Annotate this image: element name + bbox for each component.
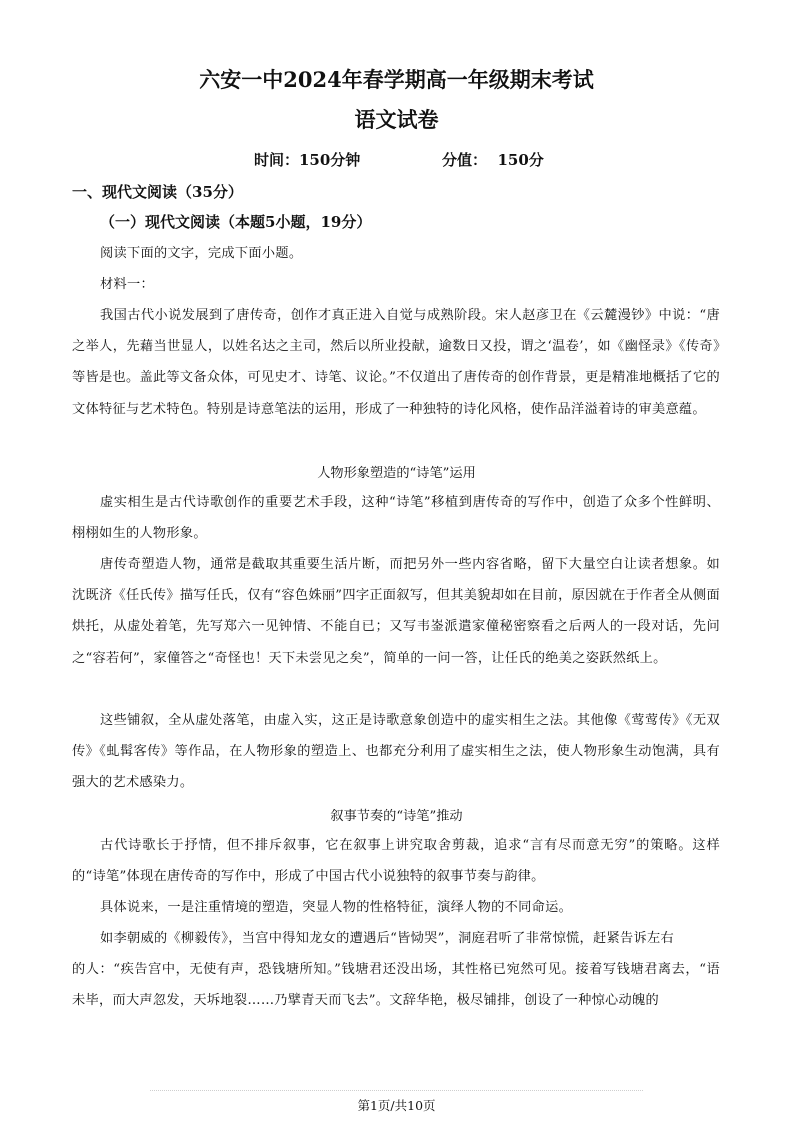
paragraph-1: 我国古代小说发展到了唐传奇，创作才真正进入自觉与成熟阶段。宋人赵彦卫在《云麓漫钞》中说：“唐之举人，先藉当世显人，以姓名达之主司，然后以所业投献，逾数日又投，谓之‘温卷’，如《幽怪录》《传奇》等皆是也。盖此等文备众体，可见史才、诗笔、议论。”不仅道出了唐传奇的创作背景，更是精准地概括了它的文体特征与艺术特色。特别是诗意笔法的运用，形成了一种独特的诗化风格，使作品洋溢着诗的审美意蕴。 bbox=[72, 308, 720, 417]
paragraph-7-line-1: 如李朝威的《柳毅传》，当宫中得知龙女的遭遇后“皆恸哭”，洞庭君听了非常惊慌，赶紧告诉左右 bbox=[100, 931, 674, 946]
subheading-narrative: 叙事节奏的“诗笔”推动 bbox=[330, 809, 463, 824]
paragraph-5: 古代诗歌长于抒情，但不排斥叙事，它在叙事上讲究取舍剪裁，追求“言有尽而意无穷”的策略。这样的“诗笔”体现在唐传奇的写作中，形成了中国古代小说独特的叙事节奏与韵律。 bbox=[72, 838, 720, 885]
paragraph-2: 虚实相生是古代诗歌创作的重要艺术手段，这种“诗笔”移植到唐传奇的写作中，创造了众多个性鲜明、栩栩如生的人物形象。 bbox=[72, 495, 720, 542]
page-title: 六安一中2024年春学期高一年级期末考试 bbox=[199, 67, 594, 92]
paragraph-3: 唐传奇塑造人物，通常是截取其重要生活片断，而把另外一些内容省略，留下大量空白让读者想象。如沈既济《任氏传》描写任氏，仅有“容色姝丽”四字正面叙写，但其美貌却如在目前，原因就在于作者全从侧面烘托，从虚处着笔，先写郑六一见钟情、不能自已；又写韦崟派遣家僮秘密察看之后两人的一段对话，先问之“容若何”，家僮答之“奇怪也！天下未尝见之矣”，简单的一问一答，让任氏的绝美之姿跃然纸上。 bbox=[72, 557, 720, 666]
exam-time: 时间：150分钟 bbox=[254, 151, 361, 169]
section-subheading-reading: （一）现代文阅读（本题5小题，19分） bbox=[100, 213, 372, 231]
page-number: 第1页/共10页 bbox=[357, 1098, 436, 1113]
page-subtitle: 语文试卷 bbox=[354, 107, 439, 132]
footer-divider bbox=[150, 1090, 643, 1091]
paragraph-6: 具体说来，一是注重情境的塑造，突显人物的性格特征，演绎人物的不同命运。 bbox=[100, 900, 573, 915]
section-heading-part1: 一、现代文阅读（35分） bbox=[72, 183, 243, 201]
paragraph-4: 这些铺叙，全从虚处落笔，由虚入实，这正是诗歌意象创造中的虚实相生之法。其他像《莺莺传》《无双传》《虬髯客传》等作品，在人物形象的塑造上、也都充分利用了虚实相生之法，使人物形象生动饱满，具有强大的艺术感染力。 bbox=[72, 713, 720, 791]
material-label: 材料一： bbox=[100, 277, 154, 292]
exam-score: 分值： 150分 bbox=[442, 151, 544, 169]
subheading-character: 人物形象塑造的“诗笔”运用 bbox=[317, 466, 476, 481]
paragraph-7-continued: 的人：“疾告宫中，无使有声，恐钱塘所知。”钱塘君还没出场，其性格已宛然可见。接着写钱塘君离去，“语未毕，而大声忽发，天坼地裂……乃擘青天而飞去”。文辞华艳，极尽铺排，创设了一种惊心动魄的 bbox=[72, 962, 720, 1009]
instruction-text: 阅读下面的文字，完成下面小题。 bbox=[100, 246, 303, 261]
